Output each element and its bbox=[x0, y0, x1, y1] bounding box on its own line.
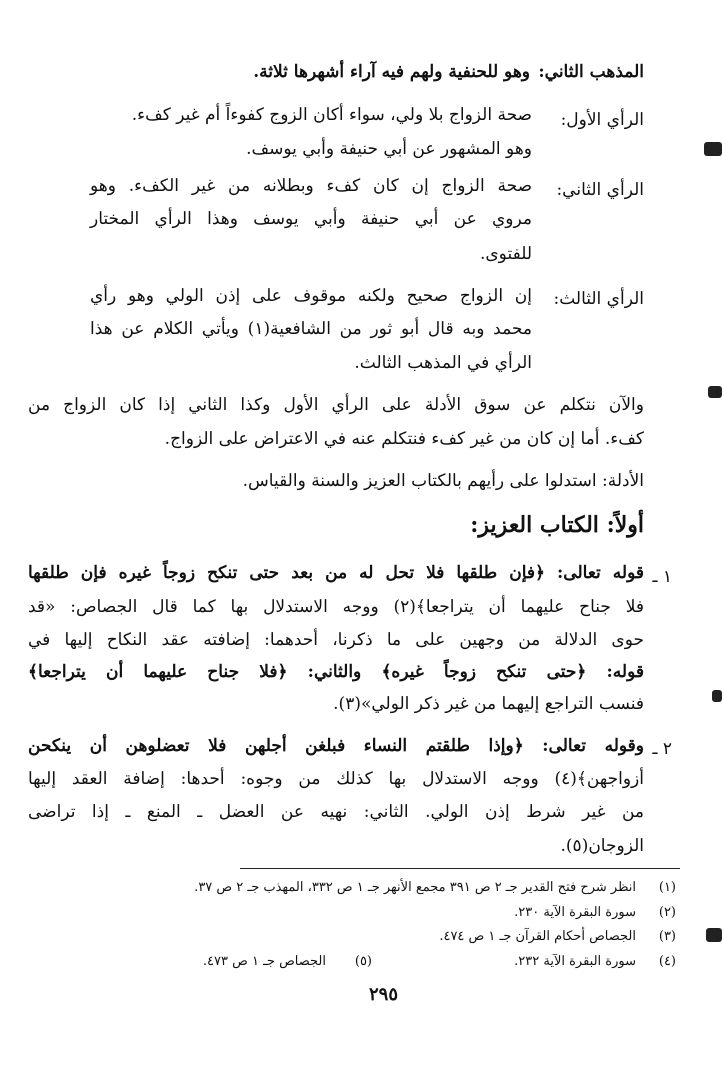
opinion-3-line-1: إن الزواج صحيح ولكنه موقوف على إذن الولي وهو رأي bbox=[90, 286, 532, 306]
item-1-number: ١ ـ bbox=[652, 567, 672, 587]
item-2-line-4: الزوجان(٥). bbox=[560, 836, 644, 856]
opinion-2-label: الرأي الثاني: bbox=[556, 180, 644, 200]
footnote-1-number: (١) bbox=[658, 880, 676, 895]
scan-mark bbox=[704, 142, 722, 156]
footnote-2-text: سورة البقرة الآية ٢٣٠. bbox=[514, 905, 636, 920]
opinion-2-line-2: مروي عن أبي حنيفة وأبي يوسف وهذا الرأي المختار bbox=[90, 209, 532, 229]
page-number: ٢٩٥ bbox=[368, 984, 398, 1005]
footnote-3-number: (٣) bbox=[658, 929, 676, 944]
item-2-line-2: أزواجهن﴾(٤) ووجه الاستدلال بها كذلك من وجوه: أحدها: إضافة العقد إليها bbox=[28, 769, 644, 789]
footnote-separator bbox=[240, 868, 680, 869]
opinion-3-line-3: الرأي في المذهب الثالث. bbox=[354, 353, 532, 373]
item-1-line-4: قوله: ﴿حتى تنكح زوجاً غيره﴾ والثاني: ﴿فلا جناح عليهما أن يتراجعا﴾ bbox=[28, 662, 644, 682]
footnote-5-number: (٥) bbox=[354, 954, 372, 969]
footnote-4-text: سورة البقرة الآية ٢٣٢. bbox=[514, 954, 636, 969]
item-1-line-3: حوى الدلالة من وجهين على ما ذكرنا، أحدهما: إضافته عقد النكاح إليها في bbox=[28, 630, 644, 650]
item-1-line-2: فلا جناح عليهما أن يتراجعا﴾(٢) ووجه الاستدلال بها كما قال الجصاص: «قد bbox=[28, 597, 644, 617]
opinion-3-label: الرأي الثالث: bbox=[553, 289, 644, 309]
opinion-2-line-3: للفتوى. bbox=[479, 244, 532, 264]
evidence-line: الأدلة: استدلوا على رأيهم بالكتاب العزيز والسنة والقياس. bbox=[242, 471, 644, 491]
scan-mark bbox=[708, 386, 722, 398]
section-heading: أولاً: الكتاب العزيز: bbox=[470, 512, 644, 538]
opinion-3-line-2: محمد وبه قال أبو ثور من الشافعية(١) ويأتي الكلام عن هذا bbox=[90, 319, 532, 339]
doctrine-text: وهو للحنفية ولهم فيه آراء أشهرها ثلاثة. bbox=[253, 62, 530, 82]
item-2-number: ٢ ـ bbox=[652, 739, 672, 759]
footnote-1-text: انظر شرح فتح القدير جـ ٢ ص ٣٩١ مجمع الأنهر جـ ١ ص ٣٣٢، المهذب جـ ٢ ص ٣٧. bbox=[194, 880, 636, 895]
paragraph-line-1: والآن نتكلم عن سوق الأدلة على الرأي الأول وكذا الثاني إذا كان الزواج من bbox=[28, 395, 644, 415]
item-2-line-3: من غير شرط إذن الولي. الثاني: نهيه عن العضل ـ المنع ـ إذا تراضى bbox=[28, 802, 644, 822]
opinion-1-line-1: صحة الزواج بلا ولي، سواء أكان الزوج كفوءاً أم غير كفء. bbox=[131, 105, 532, 125]
footnote-5-text: الجصاص جـ ١ ص ٤٧٣. bbox=[202, 954, 326, 969]
item-1-line-5: فنسب التراجع إليهما من غير ذكر الولي»(٣). bbox=[333, 694, 644, 714]
item-1-line-1: قوله تعالى: ﴿فإن طلقها فلا تحل له من بعد حتى تنكح زوجاً غيره فإن طلقها bbox=[28, 563, 644, 583]
paragraph-line-2: كفء. أما إن كان من غير كفء فنتكلم عنه في الاعتراض على الزواج. bbox=[164, 429, 644, 449]
scan-mark bbox=[712, 690, 722, 702]
doctrine-label: المذهب الثاني: bbox=[538, 62, 644, 82]
footnote-3-text: الجصاص أحكام القرآن جـ ١ ص ٤٧٤. bbox=[439, 929, 636, 944]
opinion-1-label: الرأي الأول: bbox=[560, 110, 644, 130]
footnote-4-number: (٤) bbox=[658, 954, 676, 969]
opinion-2-line-1: صحة الزواج إن كان كفء وبطلانه من غير الكفء. وهو bbox=[90, 176, 532, 196]
footnote-2-number: (٢) bbox=[658, 905, 676, 920]
item-2-line-1: وقوله تعالى: ﴿وإذا طلقتم النساء فبلغن أجلهن فلا تعضلوهن أن ينكحن bbox=[28, 736, 644, 756]
scan-mark bbox=[706, 928, 722, 942]
opinion-1-line-2: وهو المشهور عن أبي حنيفة وأبي يوسف. bbox=[246, 139, 532, 159]
